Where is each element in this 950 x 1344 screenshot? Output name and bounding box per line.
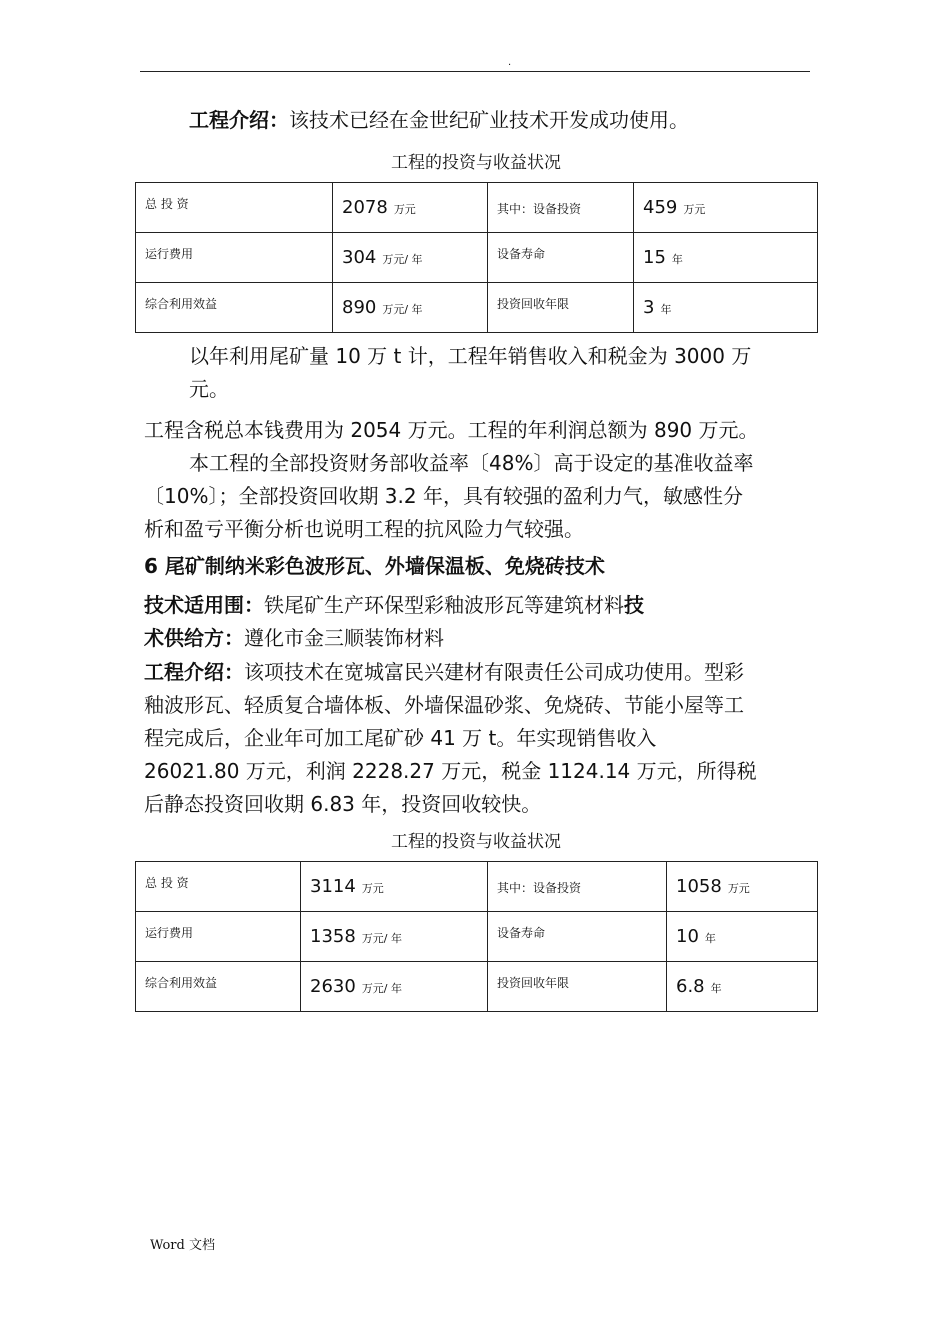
- intro-text: 该技术已经在金世纪矿业技术开发成功使用。: [289, 108, 689, 132]
- table-cell-value: 6.8 年: [667, 962, 818, 1012]
- project-intro-line4: 26021.80 万元，利润 2228.27 万元，税金 1124.14 万元，所得税: [144, 759, 757, 783]
- cost-paragraph: 工程含税总本钱费用为 2054 万元。工程的年利润总额为 890 万元。: [144, 418, 759, 442]
- table-cell-label: 投资回收年限: [488, 283, 634, 333]
- table-cell-label: 设备寿命: [488, 233, 634, 283]
- supplier-label-part-b: 术供给方：: [144, 626, 244, 650]
- table-row: [136, 233, 818, 283]
- project-intro-line5: 后静态投资回收期 6.83 年，投资回收较快。: [144, 792, 542, 816]
- table-cell-label: 总 投 资: [136, 183, 333, 233]
- table-cell-label: 综合利用效益: [136, 283, 333, 333]
- table-cell-label: 其中：设备投资: [488, 862, 667, 912]
- investment-table-2: [135, 861, 818, 1012]
- table-cell-value: 459 万元: [634, 183, 818, 233]
- scope-text: 铁尾矿生产环保型彩釉波形瓦等建筑材料: [264, 593, 624, 617]
- table-cell-label: 设备寿命: [488, 912, 667, 962]
- table-row: [136, 862, 818, 912]
- header-mark: .: [508, 57, 512, 68]
- table-row: [136, 962, 818, 1012]
- table-cell-value: 2630 万元/ 年: [301, 962, 488, 1012]
- header-rule: [140, 71, 810, 72]
- supplier-paragraph: [144, 622, 444, 655]
- revenue-paragraph-line1: 以年利用尾矿量 10 万 t 计，工程年销售收入和税金为 3000 万: [189, 344, 752, 368]
- return-paragraph-line2: 〔10%〕；全部投资回收期 3.2 年，具有较强的盈利力气，敏感性分: [144, 484, 743, 508]
- project-intro-line1: [144, 656, 744, 689]
- supplier-text: 遵化市金三顺装饰材料: [244, 626, 444, 650]
- table-row: [136, 183, 818, 233]
- table-cell-value: 1058 万元: [667, 862, 818, 912]
- table-cell-value: 10 年: [667, 912, 818, 962]
- table-cell-value: 304 万元/ 年: [333, 233, 488, 283]
- investment-table-1: [135, 182, 818, 333]
- table-cell-value: 15 年: [634, 233, 818, 283]
- project-intro-line3: 程完成后，企业年可加工尾矿砂 41 万 t。年实现销售收入: [144, 726, 657, 750]
- supplier-label-part-a: 技: [624, 593, 644, 617]
- table-row: [136, 912, 818, 962]
- table-cell-value: 3 年: [634, 283, 818, 333]
- table-cell-value: 1358 万元/ 年: [301, 912, 488, 962]
- table-caption: 工程的投资与收益状况: [391, 153, 561, 173]
- intro-text: 该项技术在宽城富民兴建材有限责任公司成功使用。型彩: [244, 660, 744, 684]
- section-heading: 6 尾矿制纳米彩色波形瓦、外墙保温板、免烧砖技术: [144, 554, 605, 578]
- table-cell-value: 2078 万元: [333, 183, 488, 233]
- table-cell-label: 总 投 资: [136, 862, 301, 912]
- return-paragraph-line3: 析和盈亏平衡分析也说明工程的抗风险力气较强。: [144, 517, 584, 541]
- scope-paragraph: [144, 589, 644, 622]
- return-paragraph-line1: 本工程的全部投资财务部收益率〔48%〕高于设定的基准收益率: [189, 451, 754, 475]
- revenue-paragraph-line2: 元。: [189, 377, 229, 401]
- table-cell-label: 投资回收年限: [488, 962, 667, 1012]
- intro-label: 工程介绍：: [144, 660, 244, 684]
- project-intro-paragraph: [189, 104, 689, 137]
- intro-label: 工程介绍：: [189, 108, 289, 132]
- table-cell-label: 运行费用: [136, 233, 333, 283]
- table-row: [136, 283, 818, 333]
- table-cell-label: 综合利用效益: [136, 962, 301, 1012]
- table-cell-label: 运行费用: [136, 912, 301, 962]
- project-intro-line2: 釉波形瓦、轻质复合墙体板、外墙保温砂浆、免烧砖、节能小屋等工: [144, 693, 744, 717]
- table-cell-value: 890 万元/ 年: [333, 283, 488, 333]
- scope-label: 技术适用围：: [144, 593, 264, 617]
- table-caption: 工程的投资与收益状况: [391, 832, 561, 852]
- table-cell-label: 其中：设备投资: [488, 183, 634, 233]
- page-footer: Word 文档: [150, 1238, 215, 1253]
- table-cell-value: 3114 万元: [301, 862, 488, 912]
